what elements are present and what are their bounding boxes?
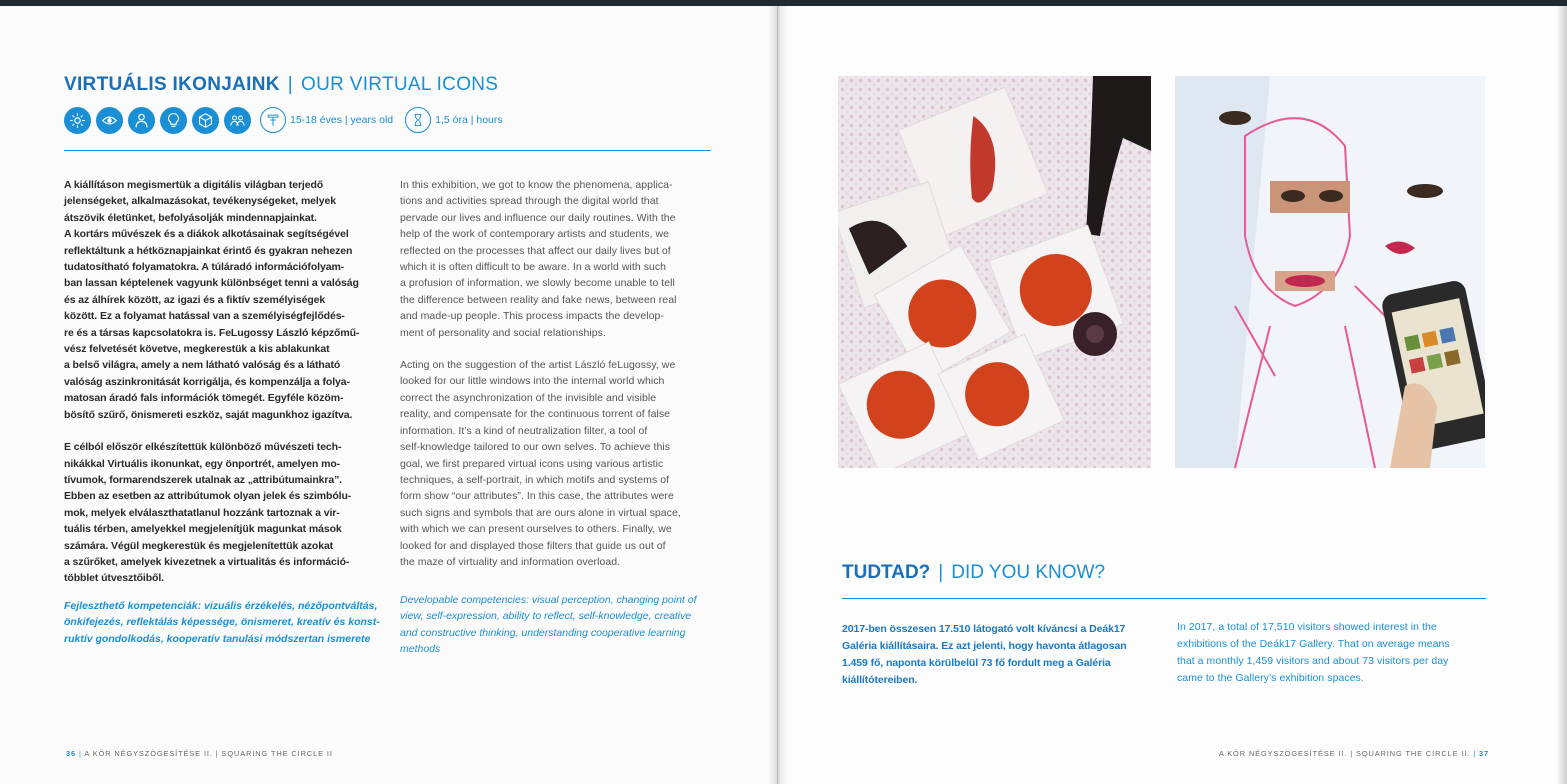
- text-line: A kortárs művészek és a diákok alkotásainak segítségével: [64, 228, 349, 241]
- text-line: information. It’s a kind of neutralization filter, a tool of: [400, 424, 648, 437]
- text-line: matosan áradó fals információk tömegét. Egyféle közöm-: [64, 392, 344, 405]
- competency-line: ruktív gondolkodás, kooperatív tanulási módszertan ismerete: [64, 632, 371, 645]
- fact-line: exhibitions of the Deák17 Gallery. That on average means: [1177, 638, 1450, 650]
- text-line: techniques, a self-portrait, in which motifs and systems of: [400, 473, 670, 486]
- competency-line: Developable competencies: visual perception, changing point of: [400, 594, 697, 606]
- text-line: reflected on the processes that affect our daily lives but of: [400, 244, 671, 257]
- competencies-hungarian: [64, 598, 380, 647]
- page-number-right: 37: [1478, 749, 1489, 758]
- dyk-title-hu: TUDTAD?: [842, 562, 931, 583]
- text-line: Acting on the suggestion of the artist László feLugossy, we: [400, 359, 676, 372]
- text-line: A kiállításon megismertük a digitális világban terjedő: [64, 179, 324, 191]
- student-age-icon: [260, 107, 286, 133]
- text-line: mok, melyek elválaszthatatlanul hozzánk tartoznak a vir-: [64, 506, 340, 519]
- text-line: pervade our lives and influence our daily routines. With the: [400, 211, 676, 224]
- text-line: ban lassan képtelenek vagyunk különbséget tenni a valóság: [64, 277, 359, 290]
- text-line: nikákkal Virtuális ikonunkat, egy önportrét, amelyen mo-: [64, 457, 341, 470]
- page-title: [64, 74, 498, 96]
- eye-sun-icon: [64, 107, 91, 134]
- page-number-left: 36: [66, 749, 77, 758]
- footer-title-left: A KÖR NÉGYSZÖGESÍTÉSE II. | SQUARING THE CIRCLE II: [84, 749, 333, 758]
- text-line: a profusion of information, we slowly become unable to tell: [400, 277, 675, 290]
- fact-line: kiállítótereiben.: [842, 674, 918, 686]
- text-line: reflektáltunk a hétköznapjainkat érintő és gyakran nehezen: [64, 244, 353, 257]
- fact-line: 1.459 fő, naponta körülbelül 73 fő fordult meg a Galéria: [842, 657, 1111, 669]
- text-line: looked for and displayed those filters that guide us out of: [400, 539, 666, 552]
- age-range: 15-18 éves | years old: [290, 114, 394, 126]
- text-line: the maze of virtuality and information overload.: [400, 555, 621, 568]
- did-you-know-english: [1177, 619, 1450, 687]
- text-line: re és a társas kapcsolatokra is. FeLugossy László képzőmű-: [64, 326, 360, 339]
- text-line: és az álhírek között, az igazi és a fiktív személyiségek: [64, 293, 326, 306]
- person-icon: [128, 107, 155, 134]
- fact-line: In 2017, a total of 17,510 visitors showed interest in the: [1177, 621, 1437, 633]
- competency-line: önkifejezés, reflektálás képessége, önismeret, kreatív és konst-: [64, 616, 380, 629]
- text-line: the difference between reality and fake news, between real: [400, 293, 677, 306]
- duration: 1,5 óra | hours: [435, 114, 503, 126]
- text-line: valóság aszinkronitását korrigálja, és kompenzálja a folya-: [64, 375, 350, 388]
- english-paragraph-1: [400, 177, 681, 341]
- text-line: which it is often difficult to be aware. In a world with such: [400, 261, 667, 274]
- text-line: a belső világra, amely a nem látható valóság és a látható: [64, 359, 341, 372]
- text-line: help of the work of contemporary artists and students, we: [400, 228, 669, 241]
- text-line: such signs and symbols that are ours alone in virtual space,: [400, 506, 681, 519]
- english-paragraph-2: [400, 357, 681, 570]
- did-you-know-title: [842, 562, 1105, 584]
- fact-line: that a monthly 1,459 visitors and about 73 visitors per day: [1177, 655, 1449, 667]
- text-line: többlet útvesztőiből.: [64, 572, 164, 585]
- header-rule: [64, 150, 711, 151]
- fact-line: came to the Gallery’s exhibition spaces.: [1177, 672, 1364, 684]
- book-gutter: [768, 6, 788, 784]
- text-line: with which we can present ourselves to others. Finally, we: [400, 523, 672, 536]
- competency-line: methods: [400, 643, 441, 656]
- hungarian-paragraph-1: [64, 177, 359, 423]
- dyk-rule: [842, 598, 1486, 599]
- dyk-title-separator: |: [938, 562, 944, 583]
- eye-icon: [96, 107, 123, 134]
- hungarian-column: [64, 177, 359, 587]
- fact-line: Galéria kiállításaira. Ez azt jelenti, hogy havonta átlagosan: [842, 640, 1127, 652]
- title-separator: |: [287, 74, 294, 95]
- text-line: számára. Végül megkerestük és megjelenítettük azokat: [64, 539, 334, 552]
- hungarian-paragraph-2: [64, 439, 359, 587]
- text-line: a szűrőket, amelyek kivezetnek a virtualitás és információ-: [64, 555, 350, 568]
- lightbulb-icon: [160, 107, 187, 134]
- text-line: tívumok, formarendszerek utalnak az „attribútumainkra”.: [64, 473, 343, 486]
- title-en: OUR VIRTUAL ICONS: [301, 74, 499, 95]
- text-line: and made-up people. This process impacts the develop-: [400, 310, 664, 323]
- text-line: goal, we first prepared virtual icons using various artistic: [400, 457, 664, 470]
- text-line: correct the asynchronization of the invisible and visible: [400, 391, 657, 404]
- text-line: jelenségeket, alkalmazásokat, tevékenységeket, melyek: [64, 195, 336, 208]
- dyk-title-en: DID YOU KNOW?: [951, 562, 1106, 583]
- competency-icon-row: [64, 106, 511, 134]
- text-line: E célból először elkészítettük különböző művészeti tech-: [64, 441, 342, 454]
- photo-digital-self-portrait: [1175, 76, 1485, 468]
- text-line: In this exhibition, we got to know the phenomena, applica-: [400, 179, 673, 191]
- text-line: self-knowledge tailored to our own selves. To achieve this: [400, 441, 671, 454]
- competency-line: and constructive thinking, understanding cooperative learning: [400, 626, 686, 639]
- text-line: átszövik életünket, befolyásolják mindennapjainkat.: [64, 211, 317, 224]
- footer-right: A KÖR NÉGYSZÖGESÍTÉSE II. | SQUARING THE CIRCLE II. | 37: [1218, 749, 1489, 758]
- text-line: tuális térben, amelyekkel megjelenítjük magunkat mások: [64, 523, 342, 536]
- english-column: [400, 177, 681, 570]
- people-icon: [224, 107, 251, 134]
- photo-virtual-icons-tiles: [838, 76, 1151, 468]
- text-line: bösítő szűrő, önismereti eszköz, saját magunkhoz igazítva.: [64, 408, 353, 421]
- text-line: reality, and compensate for the continuous torrent of false: [400, 408, 671, 421]
- text-line: között. Ez a folyamat hatással van a személyiségfejlődés-: [64, 310, 345, 323]
- text-line: looked for our little windows into the internal world which: [400, 375, 665, 388]
- footer-title-right: A KÖR NÉGYSZÖGESÍTÉSE II. | SQUARING THE CIRCLE II.: [1218, 749, 1471, 758]
- hourglass-icon: [405, 107, 431, 133]
- cube-icon: [192, 107, 219, 134]
- footer-left: 36 | A KÖR NÉGYSZÖGESÍTÉSE II. | SQUARING THE CIRCLE II: [66, 749, 333, 758]
- title-hu: VIRTUÁLIS IKONJAINK: [64, 74, 280, 95]
- text-line: tudatosítható folyamatokra. A túláradó információfolyam-: [64, 261, 345, 274]
- competency-line: view, self-expression, ability to reflect, self-knowledge, creative: [400, 610, 692, 623]
- text-line: Ebben az esetben az attribútumok olyan jelek és szimbólu-: [64, 490, 352, 503]
- text-line: tions and activities spread through the digital world that: [400, 195, 659, 208]
- text-line: vész felvetését követve, megkerestük a kis ablakunkat: [64, 343, 330, 356]
- did-you-know-hungarian: [842, 621, 1127, 689]
- page-edge: [1557, 6, 1567, 784]
- text-line: ment of personality and social relationships.: [400, 326, 606, 339]
- text-line: form show “our attributes”. In this case, the attributes were: [400, 490, 674, 503]
- fact-line: 2017-ben összesen 17.510 látogató volt kíváncsi a Deák17: [842, 623, 1126, 635]
- competency-line: Fejleszthető kompetenciák: vizuális érzékelés, nézőpontváltás,: [64, 600, 378, 612]
- competencies-english: [400, 592, 697, 658]
